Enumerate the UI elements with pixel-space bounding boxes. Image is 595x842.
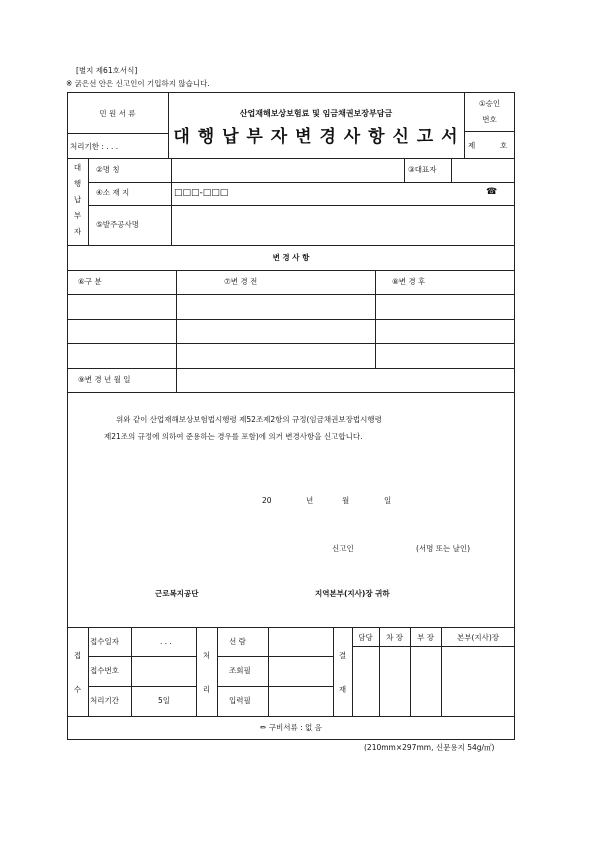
approver-branch-head: 본부(지사)장 xyxy=(456,633,500,642)
agent-side-char: 납 xyxy=(73,195,82,204)
approval-number-label: 번호 xyxy=(482,115,497,124)
col-after-header: ⑧변 경 후 xyxy=(392,277,426,286)
contractor-field[interactable] xyxy=(172,206,514,244)
postal-code-field[interactable]: □□□-□□□ xyxy=(174,188,229,198)
approval-side-char: 결 xyxy=(338,651,347,660)
agency-name: 근로복지공단 xyxy=(155,589,199,598)
declarant-label: 신고인 xyxy=(332,544,354,553)
approval-side-char: 재 xyxy=(338,685,347,694)
processing-period-label: 처리기한 : . . . xyxy=(70,142,119,151)
approval-stamp-box[interactable] xyxy=(411,647,440,715)
col-before-header: ⑦변 경 전 xyxy=(224,277,258,286)
receipt-number-field[interactable] xyxy=(132,657,195,685)
approver-deputy: 차 장 xyxy=(386,633,403,642)
year-label: 년 xyxy=(306,496,314,505)
signature-label: (서명 또는 날인) xyxy=(416,544,471,553)
approval-stamp-box[interactable] xyxy=(442,647,514,715)
day-label: 일 xyxy=(384,496,392,505)
change-row[interactable] xyxy=(68,320,514,342)
name-field[interactable] xyxy=(172,159,403,181)
staff-review-label: 선 람 xyxy=(229,637,246,646)
approval-label: ①승인 xyxy=(478,99,501,108)
number-ho: 호 xyxy=(500,141,508,150)
receipt-date-value: . . . xyxy=(160,637,172,646)
agent-side-char: 자 xyxy=(73,227,82,236)
change-date-field[interactable] xyxy=(177,369,514,391)
contractor-label: ⑤발주공사명 xyxy=(96,220,139,229)
approver-manager: 부 장 xyxy=(417,633,434,642)
change-date-label: ⑨변 경 년 월 일 xyxy=(78,375,131,384)
year-prefix: 20 xyxy=(262,496,272,505)
paper-spec: (210mm×297mm, 신문용지 54g/㎡) xyxy=(364,743,495,752)
representative-label: ③대표자 xyxy=(408,165,437,174)
civil-doc-label: 민 원 서 류 xyxy=(99,109,136,118)
change-row[interactable] xyxy=(68,344,514,367)
col-category-header: ⑥구 분 xyxy=(78,277,102,286)
declaration-line-2: 제21조의 규정에 의하여 준용하는 경우를 포함)에 의거 변경사항을 신고합니다. xyxy=(104,432,363,441)
address-label: ④소 재 지 xyxy=(96,188,130,197)
form-number: [별지 제61호서식] xyxy=(76,66,138,75)
declaration-line-1: 위와 같이 산업재해보상보험법시행령 제52조제2항의 규정(임금채권보장법시행령 xyxy=(116,415,382,424)
processing-period-row-label: 처리기간 xyxy=(90,696,119,705)
process-side-char: 리 xyxy=(202,685,211,694)
agent-side-char: 행 xyxy=(73,179,82,188)
processing-period-value: 5일 xyxy=(158,696,171,705)
receipt-date-label: 접수일자 xyxy=(90,637,119,646)
change-row[interactable] xyxy=(68,295,514,318)
attachments-note: ✏ 구비서류 : 없 음 xyxy=(260,723,322,732)
month-label: 월 xyxy=(342,496,350,505)
staff-review-field[interactable] xyxy=(269,628,332,655)
form-title: 대 행 납 부 자 변 경 사 항 신 고 서 xyxy=(173,127,459,147)
approval-stamp-box[interactable] xyxy=(353,647,378,715)
representative-field[interactable] xyxy=(452,159,514,181)
process-side-char: 처 xyxy=(202,651,211,660)
input-check-label: 입력필 xyxy=(229,696,251,705)
lookup-check-label: 조회필 xyxy=(229,666,251,675)
agent-side-label xyxy=(67,164,88,244)
receipt-number-label: 접수번호 xyxy=(90,666,119,675)
lookup-check-field[interactable] xyxy=(269,657,332,685)
input-check-field[interactable] xyxy=(269,687,332,715)
form-subtitle: 산업재해보상보험료 및 임금채권보장부담금 xyxy=(239,109,393,118)
approval-stamp-box[interactable] xyxy=(380,647,409,715)
agent-side-char: 부 xyxy=(73,211,82,220)
phone-icon: ☎ xyxy=(486,187,498,197)
agent-side-char: 대 xyxy=(73,163,82,172)
receipt-side-char: 수 xyxy=(73,685,82,694)
changes-section-label: 변 경 사 항 xyxy=(272,253,310,262)
notice-text: ※ 굵은선 안은 신고인이 기입하지 않습니다. xyxy=(66,79,210,88)
name-label: ②명 칭 xyxy=(96,165,120,174)
number-je: 제 xyxy=(468,141,476,150)
approver-staff: 담당 xyxy=(358,633,373,642)
branch-addressee: 지역본부(지사)장 귀하 xyxy=(315,589,390,598)
receipt-side-char: 접 xyxy=(73,651,82,660)
